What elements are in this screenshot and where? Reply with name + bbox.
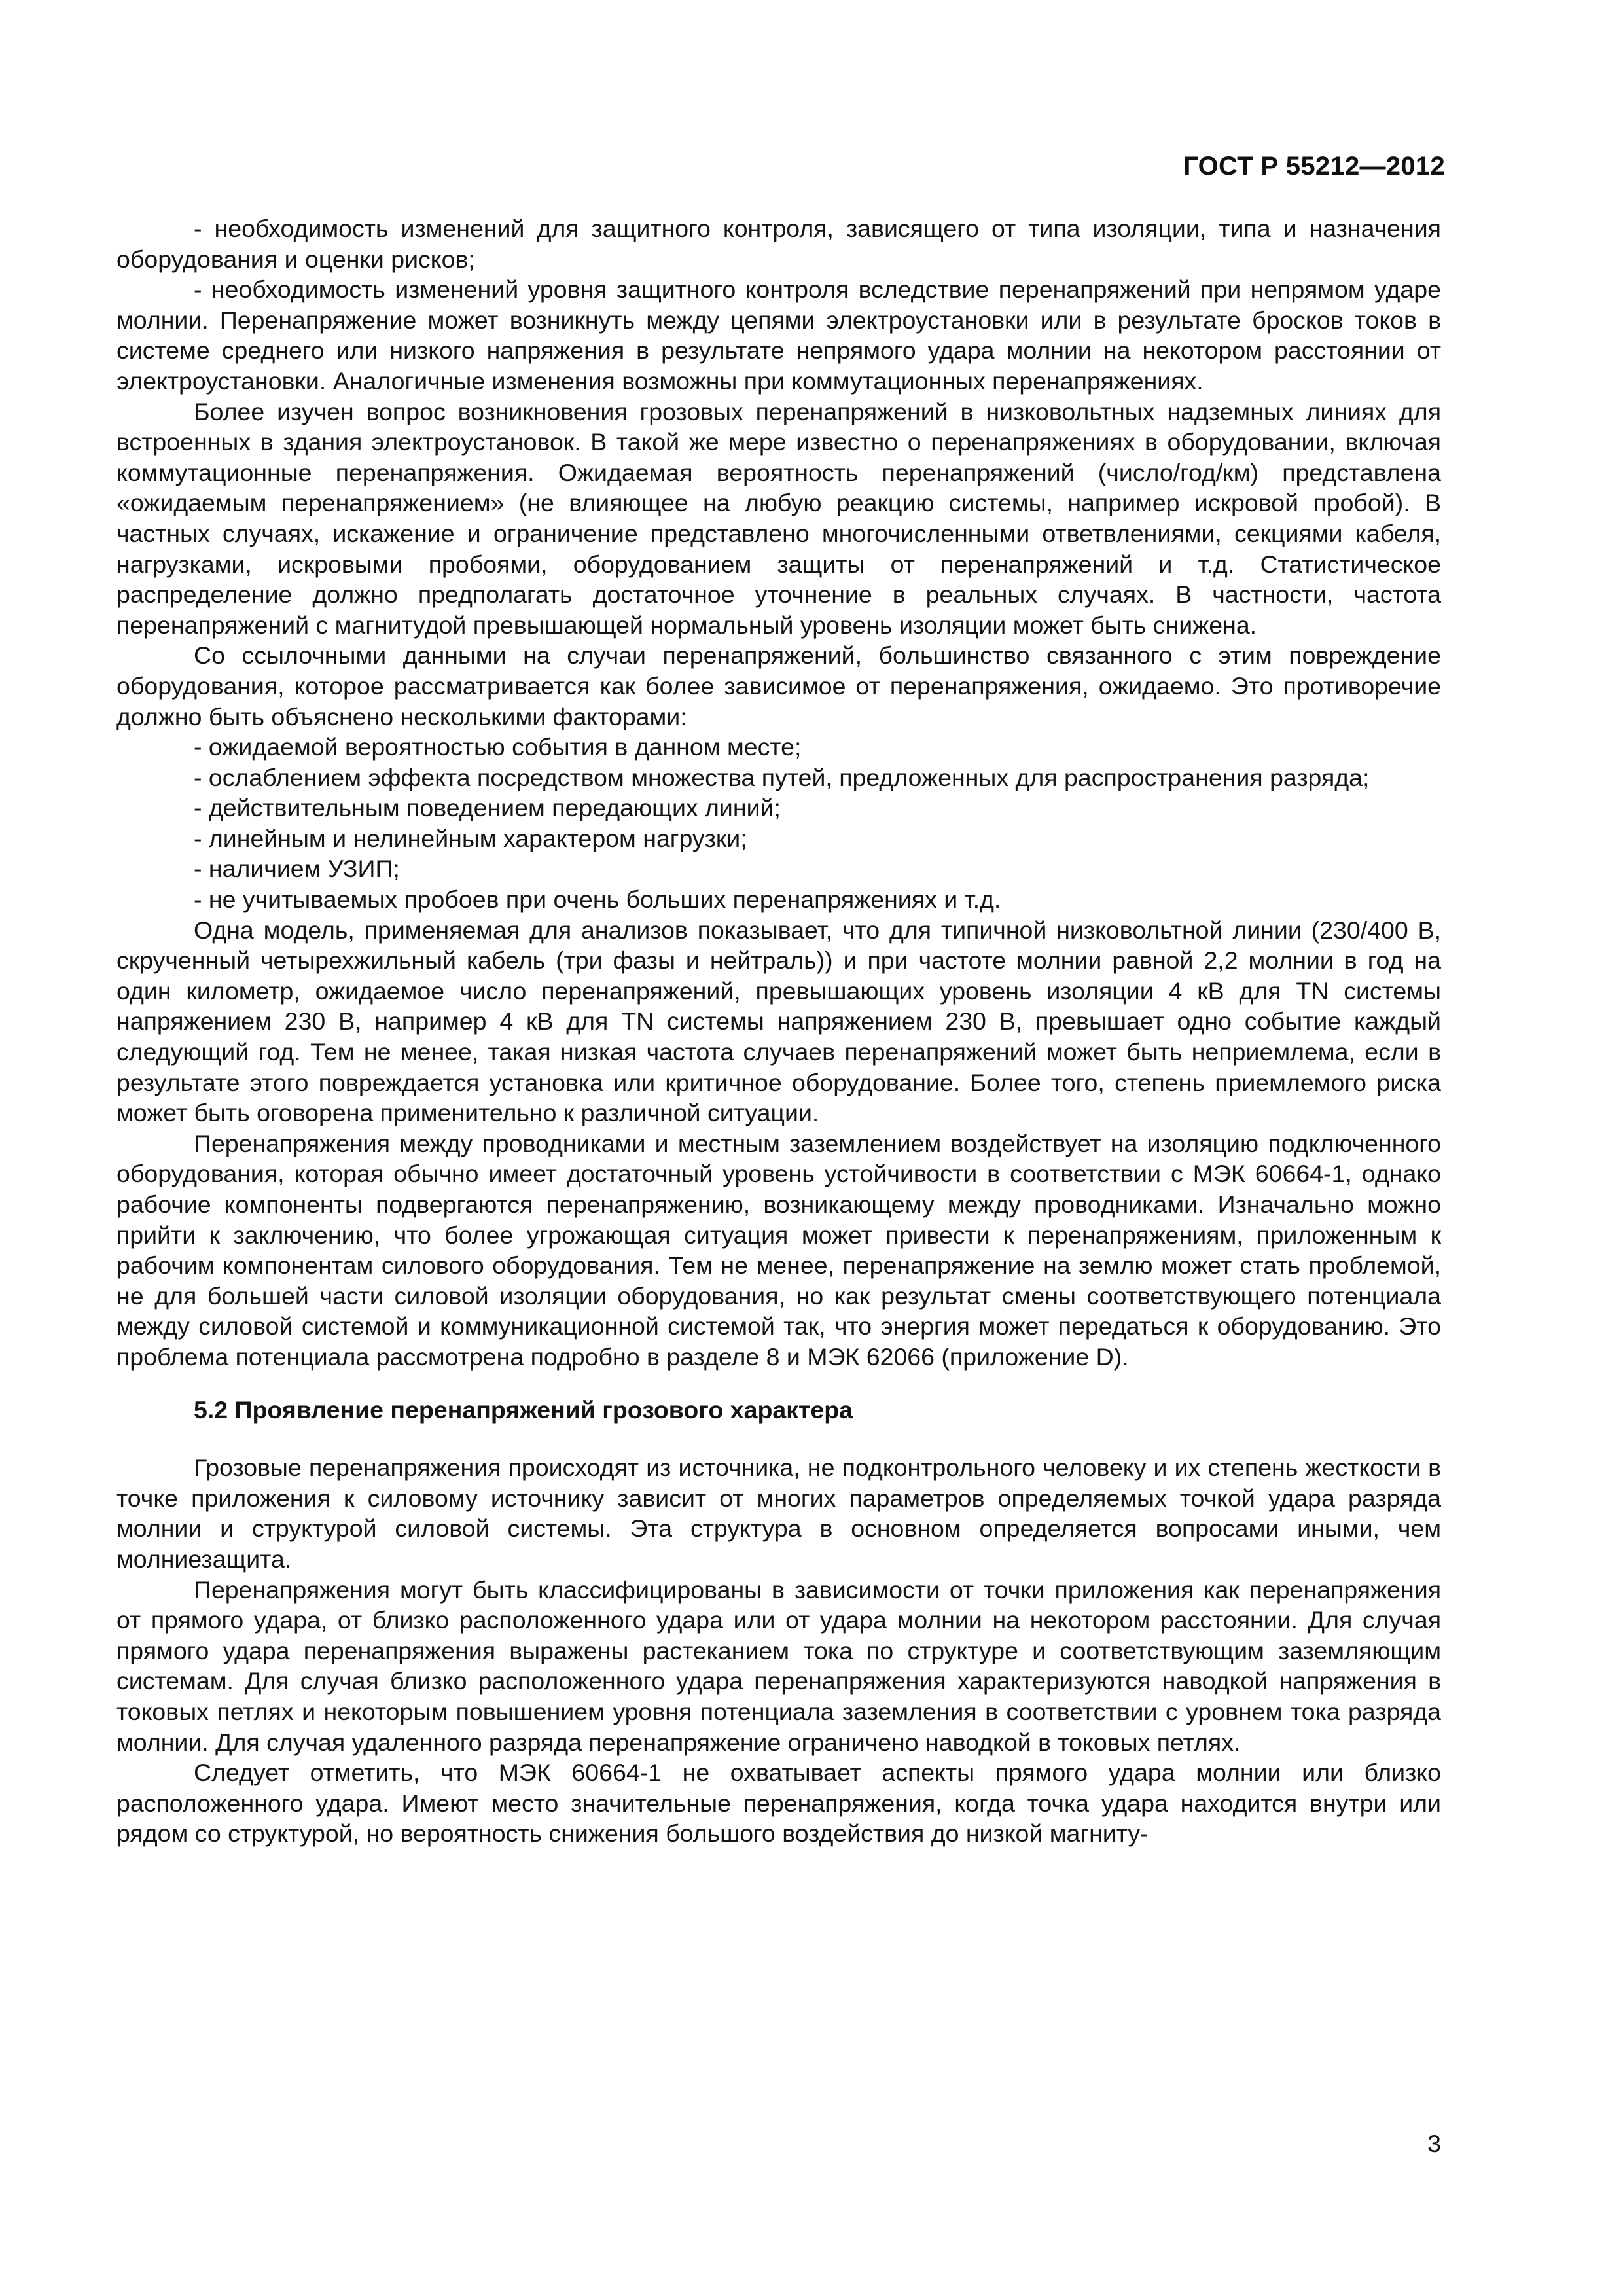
page-number: 3 — [1427, 2130, 1441, 2157]
paragraph: Перенапряжения могут быть классифицированы в зависимости от точки приложения как перенапряжения от прямого удара, от близко расположенного удара или от удара молнии на некотором расстоянии. Для случая прямого удара перенапряжения выражены растеканием тока по структуре и соответствующим заземляющим системам. Для случая близко расположенного удара перенапряжения характеризуются наводкой напряжения в токовых петлях и некоторым повышением уровня потенциала заземления в соответствии с уровнем тока разряда молнии. Для случая удаленного разряда перенапряжение ограничено наводкой в токовых петлях. — [116, 1575, 1441, 1756]
paragraph-list-item: - необходимость изменений уровня защитного контроля вследствие перенапряжений при непрямом ударе молнии. Перенапряжение может возникнуть между цепями электроустановки или в результате бросков токов в системе среднего или низкого напряжения в результате непрямого удара молнии на некотором расстоянии от электроустановки. Аналогичные изменения возможны при коммутационных перенапряжениях. — [116, 276, 1441, 395]
paragraph: Следует отметить, что МЭК 60664-1 не охватывает аспекты прямого удара молнии или близко расположенного удара. Имеют место значительные перенапряжения, когда точка удара находится внутри или рядом со структурой, но вероятность снижения большого воздействия до низкой магниту- — [116, 1759, 1441, 1848]
paragraph: Одна модель, применяемая для анализов показывает, что для типичной низковольтной линии (230/400 В, скрученный четырехжильный кабель (три фазы и нейтраль)) и при частоте молнии равной 2,2 молнии в год на один километр, ожидаемое число перенапряжений, превышающих уровень изоляции 4 кВ для TN системы напряжением 230 В, например 4 кВ для TN системы напряжением 230 В, превышает одно событие каждый следующий год. Тем не менее, такая низкая частота случаев перенапряжений может быть неприемлема, если в результате этого повреждается установка или критичное оборудование. Более того, степень приемлемого риска может быть оговорена применительно к различной ситуации. — [116, 916, 1441, 1127]
paragraph: Перенапряжения между проводниками и местным заземлением воздействует на изоляцию подключенного оборудования, которая обычно имеет достаточный уровень устойчивости в соответствии с МЭК 60664-1, однако рабочие компоненты подвергаются перенапряжению, возникающему между проводниками. Изначально можно прийти к заключению, что более угрожающая ситуация может привести к перенапряжениям, приложенным к рабочим компонентам силового оборудования. Тем не менее, перенапряжение на землю может стать проблемой, не для большей части силовой изоляции оборудования, но как результат смены соответствующего потенциала между силовой системой и коммуникационной системой так, что энергия может передаться к оборудованию. Это проблема потенциала рассмотрена подробно в разделе 8 и МЭК 62066 (приложение D). — [116, 1129, 1441, 1371]
paragraph-list-item: - ожидаемой вероятностью события в данном месте; — [194, 733, 802, 761]
paragraph: Грозовые перенапряжения происходят из источника, не подконтрольного человеку и их степень жесткости в точке приложения к силовому источнику зависит от многих параметров определяемых точкой удара разряда молнии и структурой силовой системы. Эта структура в основном определяется вопросами иными, чем молниезащита. — [116, 1454, 1441, 1573]
paragraph-list-item: - не учитываемых пробоев при очень больших перенапряжениях и т.д. — [194, 886, 1001, 914]
section-heading: 5.2 Проявление перенапряжений грозового характера — [194, 1395, 853, 1424]
document-body — [116, 213, 1441, 1849]
paragraph-list-item: - ослаблением эффекта посредством множества путей, предложенных для распространения разряда; — [194, 763, 1370, 791]
paragraph-list-item: - линейным и нелинейным характером нагрузки; — [194, 824, 747, 852]
paragraph-list-item: - наличием УЗИП; — [194, 855, 400, 883]
paragraph-list-item: - действительным поведением передающих линий; — [194, 794, 781, 822]
paragraph: Более изучен вопрос возникновения грозовых перенапряжений в низковольтных надземных линиях для встроенных в здания электроустановок. В такой же мере известно о перенапряжениях в оборудовании, включая коммутационные перенапряжения. Ожидаемая вероятность перенапряжений (число/год/км) представлена «ожидаемым перенапряжением» (не влияющее на любую реакцию системы, например искровой пробой). В частных случаях, искажение и ограничение представлено многочисленными ответвлениями, секциями кабеля, нагрузками, искровыми пробоями, оборудованием защиты от перенапряжений и т.д. Статистическое распределение должно предполагать достаточное уточнение в реальных случаях. В частности, частота перенапряжений с магнитудой превышающей нормальный уровень изоляции может быть снижена. — [116, 397, 1441, 639]
paragraph-list-item: - необходимость изменений для защитного контроля, зависящего от типа изоляции, типа и назначения оборудования и оценки рисков; — [116, 215, 1441, 273]
paragraph: Со ссылочными данными на случаи перенапряжений, большинство связанного с этим повреждение оборудования, которое рассматривается как более зависимое от перенапряжения, ожидаемо. Это противоречие должно быть объяснено несколькими факторами: — [116, 641, 1441, 730]
document-code-header: ГОСТ Р 55212—2012 — [1183, 152, 1445, 181]
